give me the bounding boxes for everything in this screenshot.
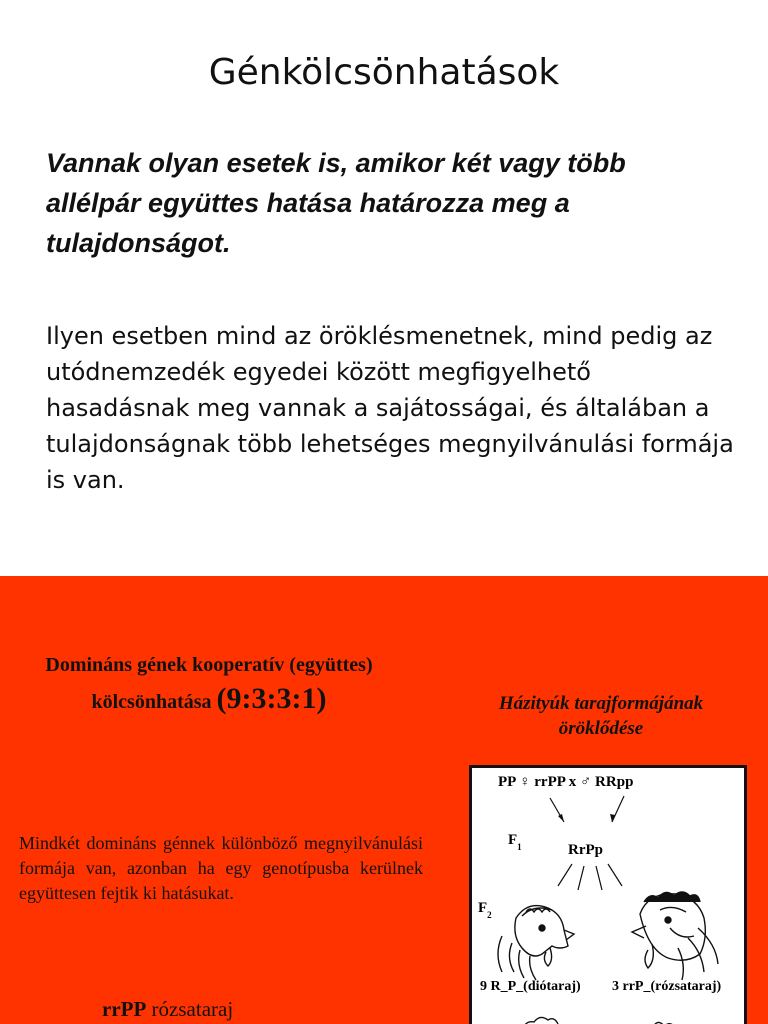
genotype-formula [102, 997, 233, 1022]
arrow-line [558, 864, 572, 886]
f2-label [478, 900, 492, 920]
f1-label [508, 832, 522, 852]
body-text: Ilyen esetben mind az öröklésmenetnek, mind pedig az utódnemzedék egyedei között megfigyelhető hasadásnak meg vannak a sajátosságai, és általában a tulajdonságnak több lehetséges megnyilvánulási formája is van. [46, 322, 734, 494]
f2-letter: F [478, 900, 488, 916]
arrow-line [608, 864, 622, 886]
arrow-line [596, 866, 602, 890]
arrow-head [558, 814, 564, 822]
rooster-rose-comb-image [632, 892, 718, 980]
formula-genotype: rrPP [102, 997, 147, 1021]
ratio-label: (9:3:3:1) [216, 682, 327, 715]
formula-phenotype: rózsataraj [151, 997, 234, 1021]
slide-2 [0, 576, 768, 1024]
section-heading [0, 648, 418, 719]
arrow-line [578, 866, 584, 890]
f1-subscript: 1 [517, 842, 522, 852]
rooster-lower-left-image [522, 1017, 558, 1024]
heading-line-1: Domináns gének kooperatív (együttes) [45, 654, 373, 676]
lead-text: Vannak olyan esetek is, amikor két vagy több allélpár együttes hatása határozza meg a tulajdonságot. [46, 148, 626, 258]
figure-svg [472, 768, 744, 1024]
cross-label: PP ♀ rrPP x ♂ RRpp [498, 774, 634, 790]
explanation-paragraph: Mindkét domináns génnek különböző megnyilvánulási formája van, azonban ha egy genotípusba kerülnek együttesen fejtik ki hatásukat. [19, 833, 423, 903]
f1-genotype: RrPp [568, 842, 603, 858]
f2-label-left: 9 R_P_(diótaraj) [480, 979, 581, 994]
comb-inheritance-figure [469, 765, 747, 1024]
slide-title: Génkölcsönhatások [208, 52, 560, 93]
heading-line-2 [0, 682, 418, 719]
figure-caption: Házityúk tarajformájának öröklődése [498, 693, 704, 739]
rooster-walnut-comb-image [498, 906, 574, 980]
f1-letter: F [508, 832, 518, 848]
arrow-line [612, 796, 624, 822]
f2-label-right: 3 rrP_(rózsataraj) [612, 979, 722, 994]
heading-word: kölcsönhatása [91, 691, 212, 713]
f2-subscript: 2 [487, 910, 492, 920]
